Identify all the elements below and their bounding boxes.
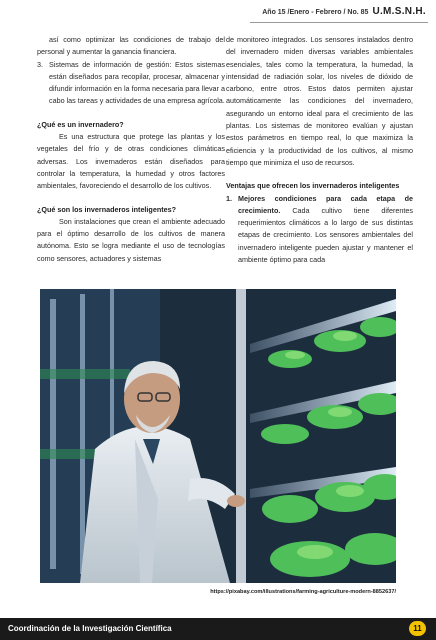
section-heading: ¿Qué es un invernadero?	[37, 119, 124, 129]
list-item-3	[37, 59, 225, 108]
continued-paragraph: así como optimizar las condiciones de trabajo del personal y aumentar la ganancia financiera.	[37, 35, 225, 57]
list-item-1	[226, 193, 413, 267]
section-heading: Ventajas que ofrecen los invernaderos inteligentes	[226, 181, 400, 191]
paragraph: Son instalaciones que crean el ambiente adecuado para el óptimo desarrollo de los cultivos de manera autónoma. Esto se logra mediante el uso de tecnologías como sensores, actuadores y sistemas	[37, 216, 225, 263]
section-heading: ¿Qué son los invernaderos inteligentes?	[37, 204, 176, 214]
image-credit: https://pixabay.com/illustrations/farming-agriculture-modern-8852637/	[210, 589, 396, 595]
header-divider	[250, 22, 428, 23]
list-text	[238, 193, 413, 267]
list-number: 3.	[37, 59, 43, 69]
paragraph: de monitoreo integrados. Los sensores instalados dentro del invernadero miden diversas variables ambientales esenciales, tales como la temperatura, la humedad, la intensidad de radiación solar, los niveles de dióxido de carbono, entre otros. Estos datos permiten ajustar automáticamente las condiciones del invernadero, asegurando un entorno ideal para el crecimiento de las plantas. Los sistemas de monitoreo evalúan y ajustan estos parámetros en tiempo real, lo que maximiza la eficiencia y la productividad de los cultivos, al mismo tiempo que minimiza el uso de recursos.	[226, 35, 413, 167]
right-column	[226, 34, 413, 266]
left-column	[37, 34, 225, 265]
page-header	[262, 6, 426, 22]
list-body: Cada cultivo tiene diferentes requerimientos climáticos a lo largo de sus distintas etapas de crecimiento. Los sensores ambientales del invernadero inteligente pueden ajustar y mantener el ambiente óptimo para cada	[238, 205, 413, 265]
list-text: Sistemas de información de gestión: Estos sistemas están diseñados para recopilar, procesar, almacenar y difundir información en la forma necesaria para llevar a cabo las tareas y actividades de una empresa agrícola.	[49, 59, 225, 106]
list-lead: Mejores condiciones para cada etapa de crecimiento.	[238, 193, 413, 215]
institution-name: U.M.S.N.H.	[372, 6, 426, 17]
list-number: 1.	[226, 193, 232, 203]
paragraph: Es una estructura que protege las plantas y los vegetales del frío y de otras condiciones climáticas adversas. Los invernaderos están diseñados para controlar la temperatura, la humedad y otros factores ambientales, favoreciendo el desarrollo de los cultivos.	[37, 132, 225, 191]
greenhouse-photo	[40, 289, 396, 583]
page-footer	[0, 618, 436, 640]
issue-info: Año 15 /Enero - Febrero / No. 85	[262, 9, 369, 16]
greenhouse-illustration	[40, 289, 396, 583]
footer-text: Coordinación de la Investigación Científica	[8, 624, 172, 633]
page-number: 11	[409, 621, 426, 636]
